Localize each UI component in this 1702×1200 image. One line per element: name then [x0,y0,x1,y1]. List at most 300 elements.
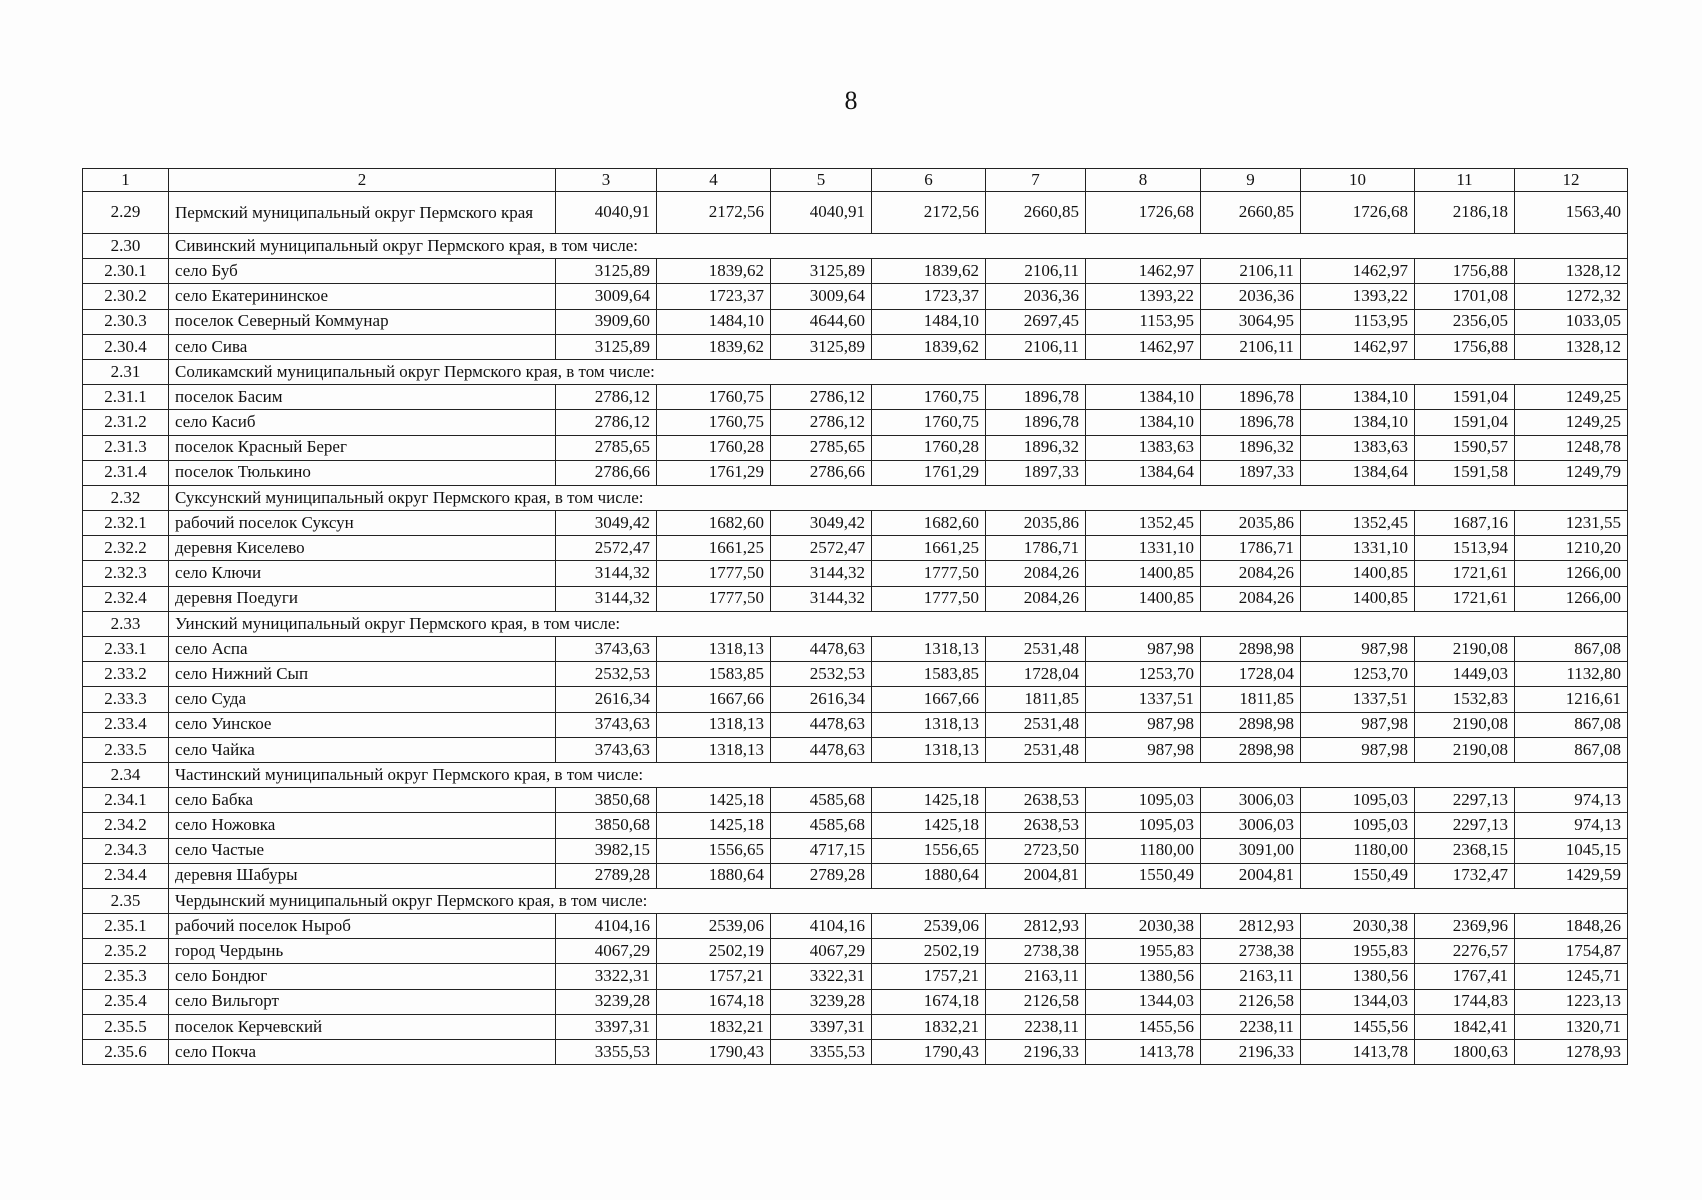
tariff-value-col-10: 1384,10 [1301,410,1415,435]
column-header: 3 [556,169,657,192]
tariff-value-col-3: 3322,31 [556,964,657,989]
group-row [83,234,1628,259]
tariff-value-col-4: 1318,13 [657,737,771,762]
tariff-value-col-5: 2616,34 [771,687,872,712]
tariff-value-col-10: 1726,68 [1301,192,1415,234]
table-row [83,788,1628,813]
page-number: 8 [844,86,858,115]
tariff-value-col-5: 4478,63 [771,637,872,662]
tariff-value-col-9: 2898,98 [1201,637,1301,662]
tariff-value-col-5: 4717,15 [771,838,872,863]
row-code: 2.31.1 [83,385,169,410]
table-row [83,813,1628,838]
settlement-name: село Суда [169,687,556,712]
tariff-value-col-9: 2106,11 [1201,259,1301,284]
row-code: 2.32.3 [83,561,169,586]
column-header: 12 [1515,169,1628,192]
tariff-value-col-8: 1383,63 [1086,435,1201,460]
tariff-value-col-8: 1393,22 [1086,284,1201,309]
column-header: 10 [1301,169,1415,192]
tariff-value-col-4: 1790,43 [657,1040,771,1065]
table-row [83,334,1628,359]
group-row [83,485,1628,510]
tariff-value-col-9: 1896,32 [1201,435,1301,460]
table-row [83,511,1628,536]
tariff-value-col-3: 3397,31 [556,1014,657,1039]
group-title: Сивинский муниципальный округ Пермского края, в том числе: [169,234,1628,259]
tariff-value-col-8: 1384,10 [1086,410,1201,435]
row-code: 2.32.1 [83,511,169,536]
row-code: 2.34 [83,762,169,787]
tariff-value-col-6: 1318,13 [872,712,986,737]
tariff-value-col-10: 1153,95 [1301,309,1415,334]
row-code: 2.30.1 [83,259,169,284]
tariff-value-col-4: 1667,66 [657,687,771,712]
tariff-value-col-5: 2786,66 [771,460,872,485]
tariff-value-col-4: 1839,62 [657,259,771,284]
tariff-value-col-5: 4104,16 [771,914,872,939]
tariff-value-col-11: 1591,04 [1415,385,1515,410]
row-code: 2.35.3 [83,964,169,989]
tariff-value-col-11: 2186,18 [1415,192,1515,234]
tariff-value-col-6: 1832,21 [872,1014,986,1039]
tariff-value-col-10: 1337,51 [1301,687,1415,712]
tariff-value-col-10: 1955,83 [1301,939,1415,964]
group-title: Соликамский муниципальный округ Пермского края, в том числе: [169,359,1628,384]
tariff-value-col-7: 2036,36 [986,284,1086,309]
tariff-value-col-10: 1400,85 [1301,561,1415,586]
tariff-value-col-12: 1132,80 [1515,662,1628,687]
tariff-value-col-11: 2190,08 [1415,737,1515,762]
settlement-name: село Сива [169,334,556,359]
tariff-value-col-12: 1245,71 [1515,964,1628,989]
column-header: 1 [83,169,169,192]
table-row [83,586,1628,611]
tariff-value-col-8: 1095,03 [1086,813,1201,838]
tariff-value-col-6: 1761,29 [872,460,986,485]
tariff-value-col-12: 1231,55 [1515,511,1628,536]
tariff-value-col-6: 1318,13 [872,637,986,662]
row-code: 2.33.3 [83,687,169,712]
settlement-name: поселок Тюлькино [169,460,556,485]
tariff-value-col-7: 2084,26 [986,586,1086,611]
tariff-value-col-4: 1723,37 [657,284,771,309]
table-row [83,687,1628,712]
tariff-value-col-9: 2238,11 [1201,1014,1301,1039]
tariff-value-col-4: 1674,18 [657,989,771,1014]
tariff-value-col-12: 974,13 [1515,788,1628,813]
tariff-value-col-10: 1384,64 [1301,460,1415,485]
tariff-value-col-4: 1760,28 [657,435,771,460]
tariff-value-col-6: 1723,37 [872,284,986,309]
tariff-value-col-5: 3355,53 [771,1040,872,1065]
tariff-value-col-4: 1832,21 [657,1014,771,1039]
tariff-value-col-9: 1728,04 [1201,662,1301,687]
tariff-value-col-11: 2356,05 [1415,309,1515,334]
tariff-value-col-4: 1760,75 [657,385,771,410]
row-code: 2.30 [83,234,169,259]
tariff-value-col-7: 2106,11 [986,334,1086,359]
table-row [83,737,1628,762]
table-row [83,192,1628,234]
tariff-value-col-8: 1726,68 [1086,192,1201,234]
tariff-value-col-12: 1328,12 [1515,259,1628,284]
tariff-value-col-7: 2738,38 [986,939,1086,964]
group-title: Уинский муниципальный округ Пермского края, в том числе: [169,611,1628,636]
table-row [83,460,1628,485]
tariff-value-col-5: 3125,89 [771,259,872,284]
tariff-value-col-7: 2638,53 [986,788,1086,813]
tariff-value-col-4: 1318,13 [657,712,771,737]
tariff-value-col-5: 3397,31 [771,1014,872,1039]
tariff-value-col-10: 1352,45 [1301,511,1415,536]
tariff-value-col-5: 4478,63 [771,712,872,737]
tariff-value-col-6: 2172,56 [872,192,986,234]
tariff-value-col-6: 1484,10 [872,309,986,334]
row-code: 2.31.3 [83,435,169,460]
tariff-value-col-9: 3091,00 [1201,838,1301,863]
tariff-value-col-8: 2030,38 [1086,914,1201,939]
tariff-value-col-12: 1248,78 [1515,435,1628,460]
tariff-value-col-4: 1761,29 [657,460,771,485]
tariff-value-col-11: 2276,57 [1415,939,1515,964]
tariff-value-col-5: 4478,63 [771,737,872,762]
tariff-value-col-3: 4104,16 [556,914,657,939]
tariff-value-col-4: 1880,64 [657,863,771,888]
tariff-value-col-3: 3909,60 [556,309,657,334]
tariff-value-col-8: 1331,10 [1086,536,1201,561]
tariff-value-col-3: 3009,64 [556,284,657,309]
tariff-value-col-9: 1896,78 [1201,385,1301,410]
tariff-value-col-6: 1760,28 [872,435,986,460]
table-row [83,637,1628,662]
column-header: 11 [1415,169,1515,192]
tariff-value-col-5: 3144,32 [771,586,872,611]
table-row [83,1014,1628,1039]
row-code: 2.33.2 [83,662,169,687]
tariff-value-col-11: 2297,13 [1415,788,1515,813]
tariff-value-col-8: 1400,85 [1086,586,1201,611]
column-header: 7 [986,169,1086,192]
column-header: 2 [169,169,556,192]
tariff-value-col-8: 1153,95 [1086,309,1201,334]
tariff-value-col-10: 1384,10 [1301,385,1415,410]
tariff-value-col-11: 1767,41 [1415,964,1515,989]
tariff-value-col-4: 1777,50 [657,586,771,611]
tariff-value-col-4: 1777,50 [657,561,771,586]
table-row [83,863,1628,888]
settlement-name: село Нижний Сып [169,662,556,687]
tariff-value-col-5: 2786,12 [771,410,872,435]
tariff-value-col-4: 1425,18 [657,813,771,838]
tariff-value-col-7: 1896,78 [986,410,1086,435]
tariff-value-col-11: 1591,04 [1415,410,1515,435]
table-body [83,192,1628,1065]
tariff-value-col-11: 1532,83 [1415,687,1515,712]
tariff-value-col-10: 1462,97 [1301,334,1415,359]
row-code: 2.33.1 [83,637,169,662]
tariff-value-col-3: 3743,63 [556,637,657,662]
tariff-value-col-9: 3006,03 [1201,788,1301,813]
tariff-value-col-11: 2190,08 [1415,637,1515,662]
settlement-name: село Частые [169,838,556,863]
row-code: 2.32 [83,485,169,510]
tariff-value-col-4: 2539,06 [657,914,771,939]
tariff-value-col-6: 1682,60 [872,511,986,536]
tariff-value-col-12: 1045,15 [1515,838,1628,863]
table-row [83,536,1628,561]
tariff-value-col-3: 3743,63 [556,737,657,762]
tariff-value-col-9: 2035,86 [1201,511,1301,536]
table-row [83,838,1628,863]
tariff-value-col-12: 1223,13 [1515,989,1628,1014]
tariff-value-col-6: 1757,21 [872,964,986,989]
row-code: 2.34.1 [83,788,169,813]
row-code: 2.30.4 [83,334,169,359]
tariff-value-col-10: 1462,97 [1301,259,1415,284]
tariff-value-col-10: 1383,63 [1301,435,1415,460]
tariff-value-col-11: 1687,16 [1415,511,1515,536]
tariff-value-col-11: 1800,63 [1415,1040,1515,1065]
tariff-value-col-6: 1661,25 [872,536,986,561]
tariff-value-col-7: 2238,11 [986,1014,1086,1039]
tariff-value-col-12: 1249,25 [1515,385,1628,410]
group-title: Чердынский муниципальный округ Пермского края, в том числе: [169,888,1628,913]
tariff-value-col-7: 2531,48 [986,637,1086,662]
tariff-value-col-9: 2660,85 [1201,192,1301,234]
tariff-value-col-7: 2163,11 [986,964,1086,989]
tariff-value-col-4: 1757,21 [657,964,771,989]
tariff-value-col-7: 2723,50 [986,838,1086,863]
tariff-value-col-8: 1253,70 [1086,662,1201,687]
tariff-value-col-12: 867,08 [1515,637,1628,662]
tariff-value-col-5: 2786,12 [771,385,872,410]
tariff-value-col-8: 1400,85 [1086,561,1201,586]
row-code: 2.31.2 [83,410,169,435]
column-header: 5 [771,169,872,192]
tariff-value-col-8: 1095,03 [1086,788,1201,813]
tariff-value-col-12: 867,08 [1515,712,1628,737]
settlement-name: село Ножовка [169,813,556,838]
row-code: 2.34.2 [83,813,169,838]
group-title: Суксунский муниципальный округ Пермского края, в том числе: [169,485,1628,510]
tariff-value-col-8: 987,98 [1086,637,1201,662]
tariff-value-col-9: 2163,11 [1201,964,1301,989]
tariff-value-col-5: 2789,28 [771,863,872,888]
row-code: 2.33.5 [83,737,169,762]
row-code: 2.31.4 [83,460,169,485]
tariff-value-col-12: 1266,00 [1515,561,1628,586]
row-code: 2.35.2 [83,939,169,964]
tariff-value-col-8: 1380,56 [1086,964,1201,989]
tariff-value-col-9: 1811,85 [1201,687,1301,712]
settlement-name: село Касиб [169,410,556,435]
tariff-value-col-12: 1429,59 [1515,863,1628,888]
tariff-value-col-12: 1278,93 [1515,1040,1628,1065]
tariff-value-col-12: 1754,87 [1515,939,1628,964]
tariff-value-col-5: 3144,32 [771,561,872,586]
table-row [83,309,1628,334]
tariff-value-col-3: 2572,47 [556,536,657,561]
tariff-value-col-7: 1896,78 [986,385,1086,410]
tariff-value-col-10: 1380,56 [1301,964,1415,989]
tariff-value-col-12: 1272,32 [1515,284,1628,309]
tariff-value-col-4: 1661,25 [657,536,771,561]
tariff-value-col-6: 1318,13 [872,737,986,762]
tariff-value-col-4: 1760,75 [657,410,771,435]
column-header: 8 [1086,169,1201,192]
tariff-value-col-3: 2786,12 [556,385,657,410]
tariff-value-col-9: 2084,26 [1201,586,1301,611]
tariff-value-col-3: 3049,42 [556,511,657,536]
column-number-row [83,169,1628,192]
group-row [83,359,1628,384]
tariff-table [82,168,1628,1065]
tariff-value-col-11: 1590,57 [1415,435,1515,460]
table-row [83,561,1628,586]
tariff-value-col-8: 1455,56 [1086,1014,1201,1039]
row-code: 2.32.2 [83,536,169,561]
settlement-name: село Ключи [169,561,556,586]
tariff-value-col-11: 1842,41 [1415,1014,1515,1039]
tariff-value-col-3: 2785,65 [556,435,657,460]
row-code: 2.30.3 [83,309,169,334]
tariff-value-col-7: 2531,48 [986,737,1086,762]
settlement-name: поселок Красный Берег [169,435,556,460]
tariff-value-col-6: 1839,62 [872,259,986,284]
tariff-value-col-7: 2035,86 [986,511,1086,536]
tariff-value-col-10: 2030,38 [1301,914,1415,939]
tariff-value-col-3: 2789,28 [556,863,657,888]
row-code: 2.35.1 [83,914,169,939]
tariff-value-col-8: 1337,51 [1086,687,1201,712]
group-title: Частинский муниципальный округ Пермского края, в том числе: [169,762,1628,787]
table-row [83,284,1628,309]
tariff-value-col-5: 4585,68 [771,788,872,813]
tariff-value-col-6: 1674,18 [872,989,986,1014]
tariff-value-col-9: 2196,33 [1201,1040,1301,1065]
settlement-name: рабочий поселок Ныроб [169,914,556,939]
table-row [83,385,1628,410]
settlement-name: деревня Поедуги [169,586,556,611]
tariff-value-col-6: 1583,85 [872,662,986,687]
tariff-value-col-3: 3144,32 [556,561,657,586]
tariff-value-col-6: 1425,18 [872,788,986,813]
tariff-value-col-11: 1744,83 [1415,989,1515,1014]
settlement-name: поселок Басим [169,385,556,410]
tariff-value-col-11: 1591,58 [1415,460,1515,485]
tariff-value-col-3: 3125,89 [556,334,657,359]
tariff-value-col-9: 1897,33 [1201,460,1301,485]
settlement-name: село Бабка [169,788,556,813]
settlement-name: деревня Шабуры [169,863,556,888]
table-row [83,989,1628,1014]
tariff-value-col-3: 3982,15 [556,838,657,863]
tariff-value-col-6: 1777,50 [872,561,986,586]
table-row [83,435,1628,460]
tariff-value-col-4: 1425,18 [657,788,771,813]
tariff-value-col-10: 1180,00 [1301,838,1415,863]
tariff-value-col-3: 3743,63 [556,712,657,737]
tariff-value-col-7: 2638,53 [986,813,1086,838]
tariff-value-col-11: 1721,61 [1415,561,1515,586]
tariff-value-col-9: 2036,36 [1201,284,1301,309]
row-code: 2.35.5 [83,1014,169,1039]
settlement-name: село Покча [169,1040,556,1065]
tariff-value-col-10: 1400,85 [1301,586,1415,611]
tariff-value-col-7: 1896,32 [986,435,1086,460]
table-row [83,712,1628,737]
table-row [83,662,1628,687]
row-code: 2.31 [83,359,169,384]
tariff-value-col-6: 1760,75 [872,385,986,410]
tariff-value-col-5: 4040,91 [771,192,872,234]
settlement-name: рабочий поселок Суксун [169,511,556,536]
tariff-value-col-7: 2660,85 [986,192,1086,234]
tariff-value-col-11: 1756,88 [1415,259,1515,284]
column-header: 4 [657,169,771,192]
settlement-name: село Аспа [169,637,556,662]
tariff-value-col-9: 2004,81 [1201,863,1301,888]
tariff-value-col-8: 1413,78 [1086,1040,1201,1065]
tariff-value-col-5: 3239,28 [771,989,872,1014]
settlement-name: село Буб [169,259,556,284]
tariff-value-col-11: 2369,96 [1415,914,1515,939]
group-row [83,888,1628,913]
tariff-value-col-7: 1786,71 [986,536,1086,561]
tariff-value-col-10: 1393,22 [1301,284,1415,309]
tariff-value-col-8: 1550,49 [1086,863,1201,888]
tariff-value-col-7: 2126,58 [986,989,1086,1014]
row-code: 2.35.4 [83,989,169,1014]
tariff-value-col-3: 3850,68 [556,813,657,838]
column-header: 9 [1201,169,1301,192]
tariff-value-col-6: 1880,64 [872,863,986,888]
tariff-value-col-3: 3355,53 [556,1040,657,1065]
tariff-value-col-4: 1839,62 [657,334,771,359]
tariff-value-col-5: 2572,47 [771,536,872,561]
tariff-value-col-5: 2785,65 [771,435,872,460]
tariff-value-col-3: 4040,91 [556,192,657,234]
tariff-value-col-9: 1786,71 [1201,536,1301,561]
row-code: 2.33 [83,611,169,636]
tariff-value-col-7: 2004,81 [986,863,1086,888]
tariff-value-col-8: 987,98 [1086,712,1201,737]
settlement-name: деревня Киселево [169,536,556,561]
tariff-value-col-6: 2502,19 [872,939,986,964]
table-row [83,410,1628,435]
tariff-value-col-3: 2786,12 [556,410,657,435]
tariff-value-col-3: 2532,53 [556,662,657,687]
tariff-value-col-5: 4067,29 [771,939,872,964]
table-row [83,939,1628,964]
tariff-value-col-6: 1425,18 [872,813,986,838]
tariff-value-col-5: 4644,60 [771,309,872,334]
tariff-value-col-9: 1896,78 [1201,410,1301,435]
tariff-value-col-12: 1320,71 [1515,1014,1628,1039]
tariff-value-col-10: 1344,03 [1301,989,1415,1014]
tariff-value-col-4: 1318,13 [657,637,771,662]
settlement-name: город Чердынь [169,939,556,964]
tariff-value-col-11: 1756,88 [1415,334,1515,359]
tariff-value-col-10: 1095,03 [1301,788,1415,813]
settlement-name: село Бондюг [169,964,556,989]
row-code: 2.34.4 [83,863,169,888]
tariff-value-col-8: 987,98 [1086,737,1201,762]
table-row [83,259,1628,284]
tariff-value-col-7: 2531,48 [986,712,1086,737]
tariff-value-col-8: 1462,97 [1086,259,1201,284]
